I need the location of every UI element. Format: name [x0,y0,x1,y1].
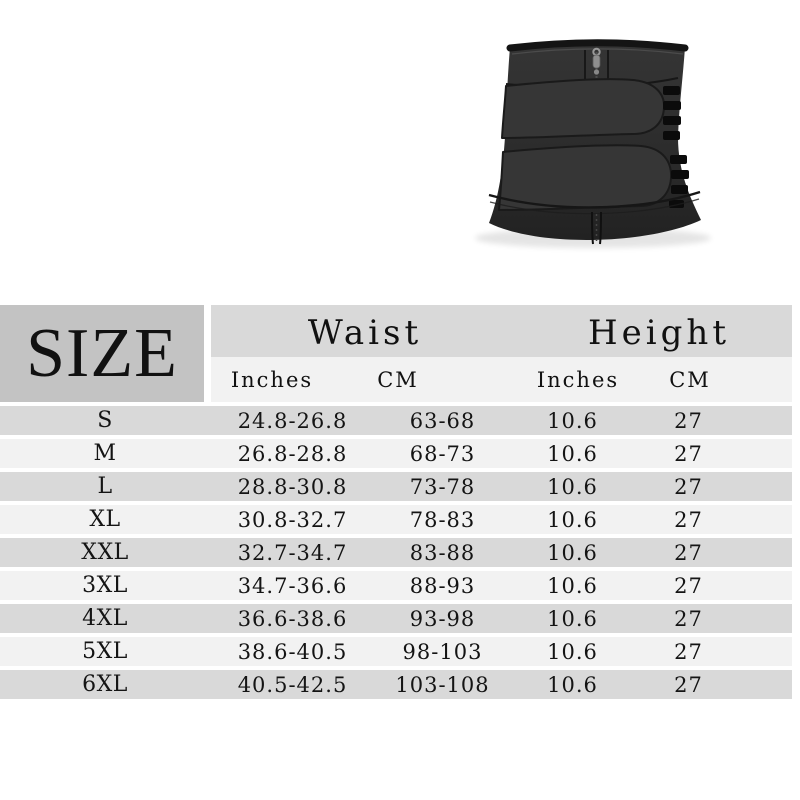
table-row-3xl [0,571,792,600]
waist-inches-cell: 40.5-42.5 [237,672,348,697]
height-cm-cell: 27 [674,672,703,697]
table-row-6xl [0,670,792,699]
size-cell: M [93,441,117,466]
waist-inches-cell: 30.8-32.7 [237,507,348,532]
height-inches-cell: 10.6 [547,474,598,499]
height-cm-header: CM [669,368,711,392]
waist-cm-cell: 98-103 [402,639,483,664]
table-row-s [0,406,792,435]
waist-inches-header: Inches [230,368,314,392]
waist-cm-cell: 68-73 [409,441,476,466]
height-inches-cell: 10.6 [547,408,598,433]
table-row-5xl [0,637,792,666]
waist-inches-cell: 38.6-40.5 [237,639,348,664]
waist-inches-cell: 24.8-26.8 [237,408,348,433]
height-inches-cell: 10.6 [547,639,598,664]
waist-trainer-photo [435,22,735,267]
waist-cm-cell: 103-108 [395,672,490,697]
waist-inches-cell: 32.7-34.7 [237,540,348,565]
height-inches-cell: 10.6 [547,507,598,532]
height-cm-cell: 27 [674,408,703,433]
size-cell: XL [89,507,121,532]
height-inches-cell: 10.6 [547,606,598,631]
waist-group-header: Waist [307,313,423,353]
waist-inches-cell: 28.8-30.8 [237,474,348,499]
waist-cm-cell: 73-78 [409,474,476,499]
size-cell: 6XL [82,672,128,697]
waist-cm-cell: 78-83 [409,507,476,532]
height-cm-cell: 27 [674,573,703,598]
height-inches-cell: 10.6 [547,441,598,466]
height-inches-cell: 10.6 [547,540,598,565]
waist-inches-cell: 26.8-28.8 [237,441,348,466]
subheader-band [211,357,792,402]
size-cell: XXL [81,540,129,565]
height-cm-cell: 27 [674,474,703,499]
size-cell: 5XL [82,639,128,664]
waist-cm-cell: 83-88 [409,540,476,565]
waist-cm-cell: 88-93 [409,573,476,598]
height-cm-cell: 27 [674,507,703,532]
waist-trainer-image [435,22,735,267]
waist-inches-cell: 36.6-38.6 [237,606,348,631]
size-cell: S [97,408,113,433]
waist-cm-cell: 63-68 [409,408,476,433]
table-row-l [0,472,792,501]
table-row-4xl [0,604,792,633]
table-row-m [0,439,792,468]
group-header-band [211,305,792,357]
height-inches-cell: 10.6 [547,672,598,697]
table-row-xl [0,505,792,534]
height-inches-cell: 10.6 [547,573,598,598]
height-cm-cell: 27 [674,606,703,631]
velcro-strap-upper [502,79,664,138]
waist-cm-header: CM [377,368,419,392]
waist-cm-cell: 93-98 [409,606,476,631]
size-cell: 3XL [82,573,128,598]
height-cm-cell: 27 [674,639,703,664]
waist-inches-cell: 34.7-36.6 [237,573,348,598]
height-group-header: Height [588,313,730,353]
size-corner-label: SIZE [26,314,178,392]
size-cell: 4XL [82,606,128,631]
height-cm-cell: 27 [674,540,703,565]
table-row-xxl [0,538,792,567]
velcro-strap-lower [499,145,671,210]
size-corner-cell [0,305,204,402]
size-table-rows [0,406,792,703]
size-cell: L [97,474,113,499]
height-inches-header: Inches [536,368,620,392]
height-cm-cell: 27 [674,441,703,466]
